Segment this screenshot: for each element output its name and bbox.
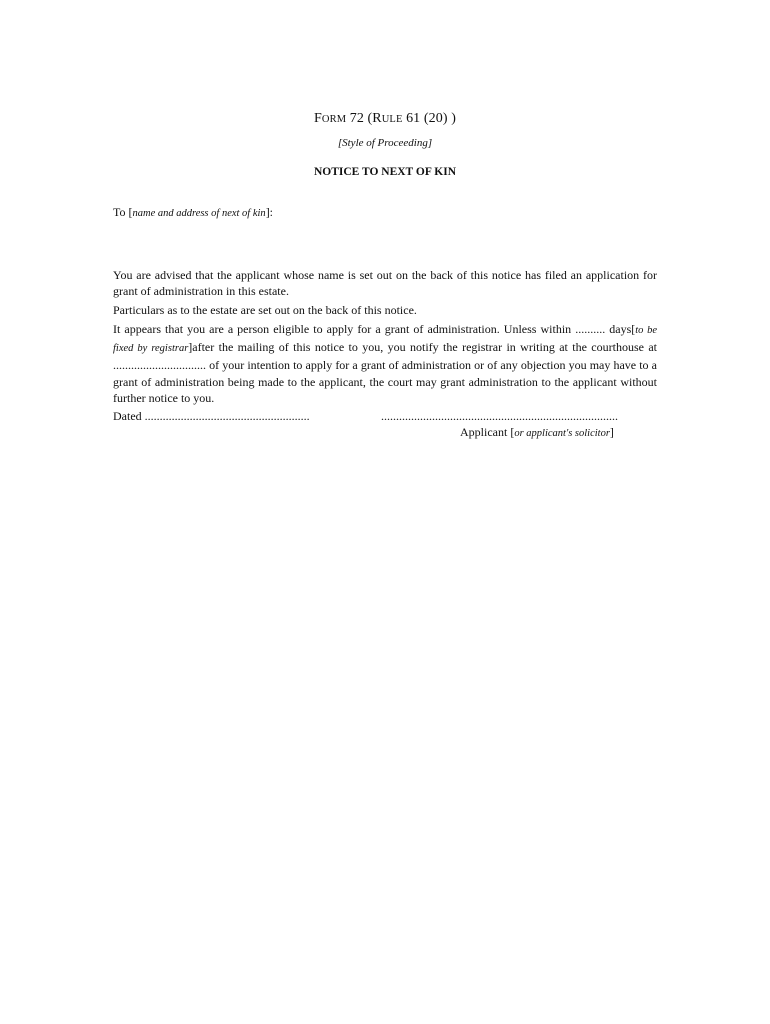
form-title-number: 72 (R xyxy=(346,111,382,126)
paragraph-particulars: Particulars as to the estate are set out on the back of this notice. xyxy=(113,303,417,317)
eligibility-text-end: ]after the mailing of this notice to you, you notify the registrar in writing at the courthouse at ............................... of your intention to apply for a grant of administration or of any objection you may have to a grant of administration being made to the applicant, the court may grant administration to the applicant without further notice to you. xyxy=(113,340,658,405)
dated-line: Dated ....................................................... xyxy=(113,409,310,423)
eligibility-text-start: It appears that you are a person eligible to apply for a grant of administration. Unless within .......... days[ xyxy=(113,322,636,336)
addressee-line xyxy=(113,205,273,220)
style-of-proceeding: [Style of Proceeding] xyxy=(337,137,433,149)
notice-heading: NOTICE TO NEXT OF KIN xyxy=(313,166,457,178)
form-title-ule: ULE xyxy=(381,114,403,125)
signature-line: ............................................................................... xyxy=(381,409,618,423)
applicant-suffix: ] xyxy=(609,425,614,439)
form-title xyxy=(0,111,770,127)
addressee-suffix: ]: xyxy=(265,205,274,219)
applicant-italic: or applicant's solicitor xyxy=(514,428,610,439)
form-title-orm: ORM xyxy=(321,114,347,125)
applicant-prefix: Applicant [ xyxy=(460,425,515,439)
applicant-label xyxy=(460,425,614,440)
addressee-prefix: To [ xyxy=(113,205,133,219)
form-title-rule: 61 (20) ) xyxy=(402,111,456,126)
paragraph-eligibility xyxy=(113,321,657,406)
paragraph-application-filed: You are advised that the applicant whose name is set out on the back of this notice has filed an application for grant of administration in this estate. xyxy=(113,268,657,299)
addressee-placeholder: name and address of next of kin xyxy=(132,208,266,219)
form-title-f: F xyxy=(314,111,322,126)
eligibility-italic: to be fixed by registrar xyxy=(113,325,657,355)
